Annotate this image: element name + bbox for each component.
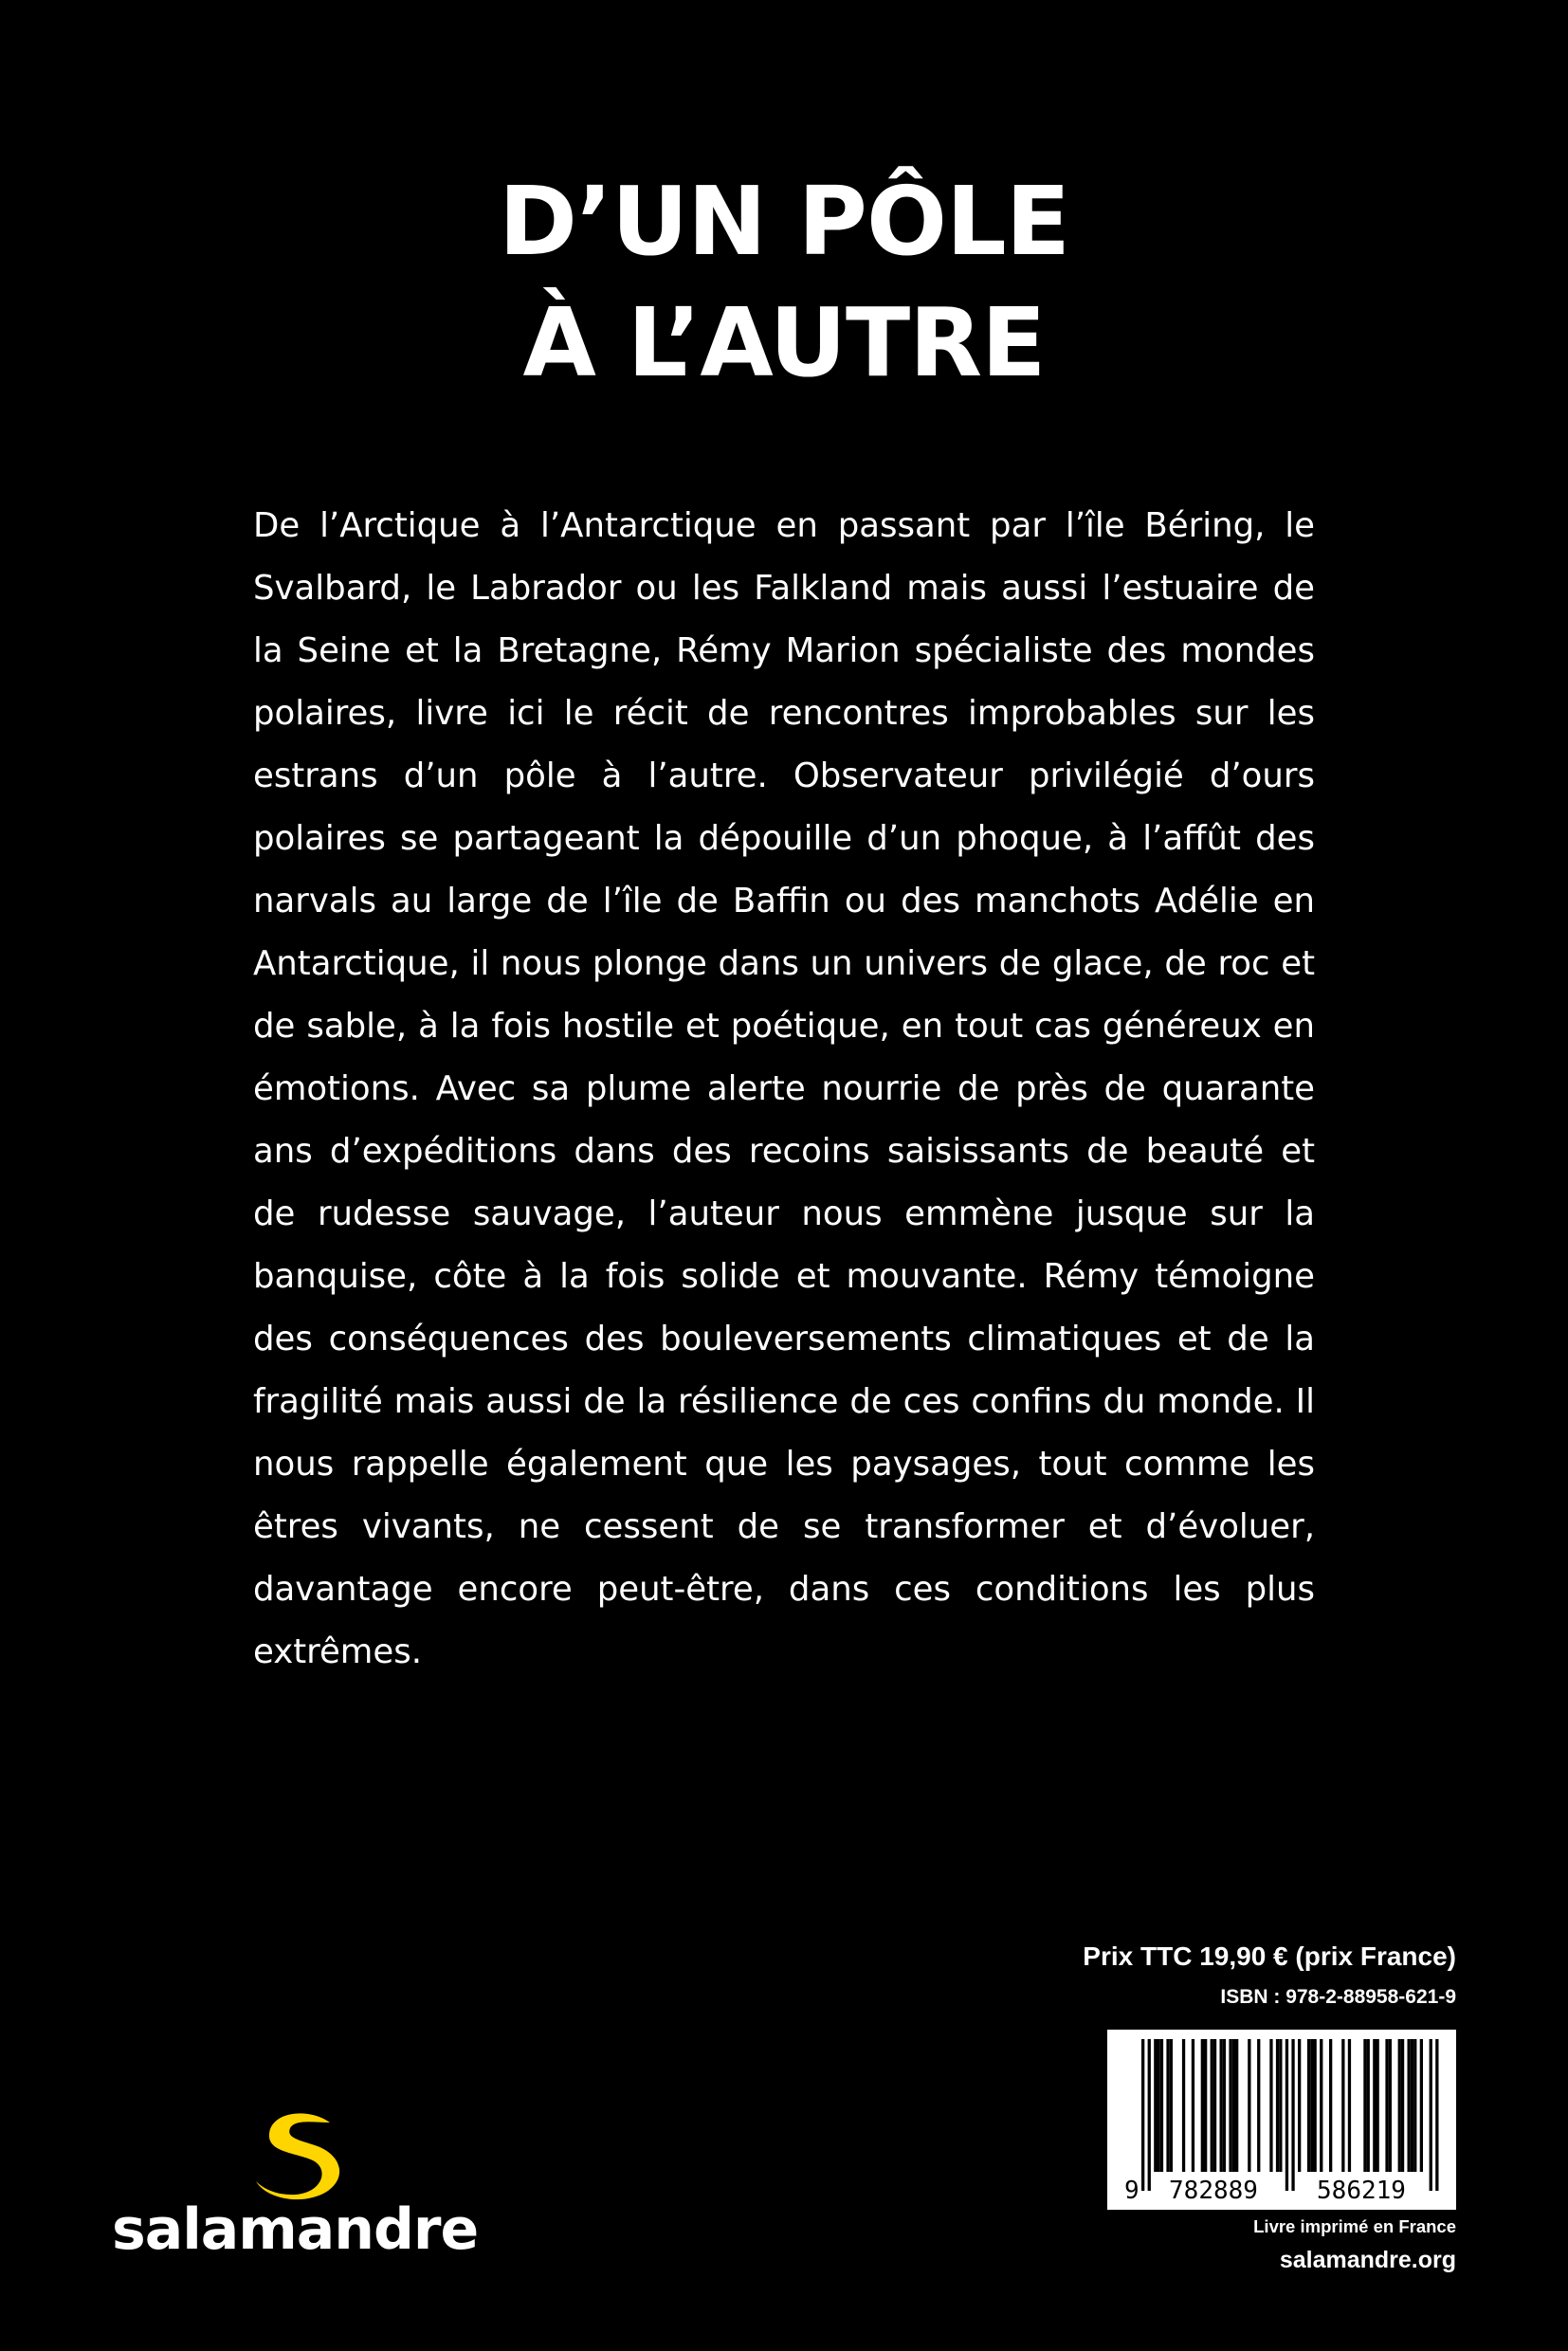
barcode-bar [1320,2039,1322,2172]
barcode-guard-bar [1435,2039,1438,2191]
barcode-bar [1413,2039,1416,2172]
barcode-bar [1257,2039,1260,2172]
barcode-bar [1377,2039,1379,2172]
barcode-bar [1401,2039,1404,2172]
barcode-bar [1170,2039,1173,2172]
barcode-bar [1204,2039,1207,2172]
barcode-bar [1341,2039,1344,2172]
barcode-bar [1279,2039,1282,2172]
barcode-bar [1182,2039,1185,2172]
barcode-bar [1420,2039,1423,2172]
book-title-line-2: À L’AUTRE [522,287,1046,398]
barcode [1107,2030,1456,2210]
barcode-bar [1229,2039,1231,2172]
barcode-digits-left: 782889 [1169,2177,1258,2205]
barcode-bar [1276,2039,1279,2172]
barcode-bar [1373,2039,1376,2172]
isbn-label: ISBN : 978-2-88958-621-9 [1220,1986,1456,2008]
barcode-bar [1201,2039,1204,2172]
barcode-guard-bar [1430,2039,1432,2191]
barcode-bar [1385,2039,1388,2172]
barcode-bar [1298,2039,1301,2172]
barcode-bar [1389,2039,1392,2172]
publisher-website: salamandre.org [1279,2247,1456,2273]
barcode-guard-bar [1291,2039,1294,2191]
barcode-bar [1408,2039,1411,2172]
book-title [0,161,1568,404]
barcode-bar [1411,2039,1413,2172]
price-label: Prix TTC 19,90 € (prix France) [1083,1941,1456,1971]
book-title-line-1: D’UN PÔLE [498,166,1070,277]
barcode-bar [1211,2039,1213,2172]
barcode-bar [1160,2039,1163,2172]
barcode-bar [1248,2039,1250,2172]
barcode-guard-bar [1148,2039,1151,2191]
barcode-bar [1307,2039,1310,2172]
barcode-bar [1348,2039,1351,2172]
barcode-graphic [1107,2030,1456,2210]
barcode-bar [1154,2039,1157,2172]
publisher-name: salamandre [112,2196,479,2263]
barcode-bar [1269,2039,1272,2172]
barcode-bar [1166,2039,1169,2172]
publisher-logo [112,2109,491,2261]
salamandre-s-logo-icon [243,2109,355,2204]
barcode-bar [1235,2039,1238,2172]
barcode-bar [1314,2039,1317,2172]
barcode-digits-right: 586219 [1317,2177,1406,2205]
barcode-guard-bar [1141,2039,1144,2191]
barcode-bar [1310,2039,1313,2172]
barcode-bar [1213,2039,1216,2172]
barcode-bar [1232,2039,1235,2172]
barcode-bar [1329,2039,1332,2172]
barcode-bar [1363,2039,1366,2172]
barcode-bar [1192,2039,1194,2172]
barcode-bar [1220,2039,1223,2172]
barcode-bar [1367,2039,1370,2172]
barcode-bar [1398,2039,1401,2172]
barcode-bar [1158,2039,1160,2172]
barcode-digit-first: 9 [1124,2177,1140,2205]
printed-in-label: Livre imprimé en France [1253,2216,1456,2236]
barcode-bar [1223,2039,1226,2172]
barcode-bars [1141,2039,1439,2191]
back-cover-blurb: De l’Arctique à l’Antarctique en passant par l’île Béring, le Svalbard, le Labrador ou les Falkland mais aussi l’estuaire de la Seine et la Bretagne, Rémy Marion spécialiste des mondes polaires, livre ici le récit de rencontres improbables sur les estrans d’un pôle à l’autre. Observateur privilégié d’ours polaires se partageant la dépouille d’un phoque, à l’affût des narvals au large de l’île de Baffin ou des manchots Adélie en Antarctique, il nous plonge dans un univers de glace, de roc et de sable, à la fois hostile et poétique, en tout cas généreux en émotions. Avec sa plume alerte nourrie de près de quarante ans d’expéditions dans des recoins saisissants de beauté et de rudesse sauvage, l’auteur nous emmène jusque sur la banquise, côte à la fois solide et mouvante. Rémy témoigne des conséquences des bouleversements climatiques et de la fragilité mais aussi de la résilience de ces confins du monde. Il nous rappelle également que les paysages, tout comme les êtres vivants, ne cessent de se transformer et d’évoluer, davantage encore peut-être, dans ces conditions les plus extrêmes. [253,506,1315,1671]
barcode-guard-bar [1285,2039,1288,2191]
